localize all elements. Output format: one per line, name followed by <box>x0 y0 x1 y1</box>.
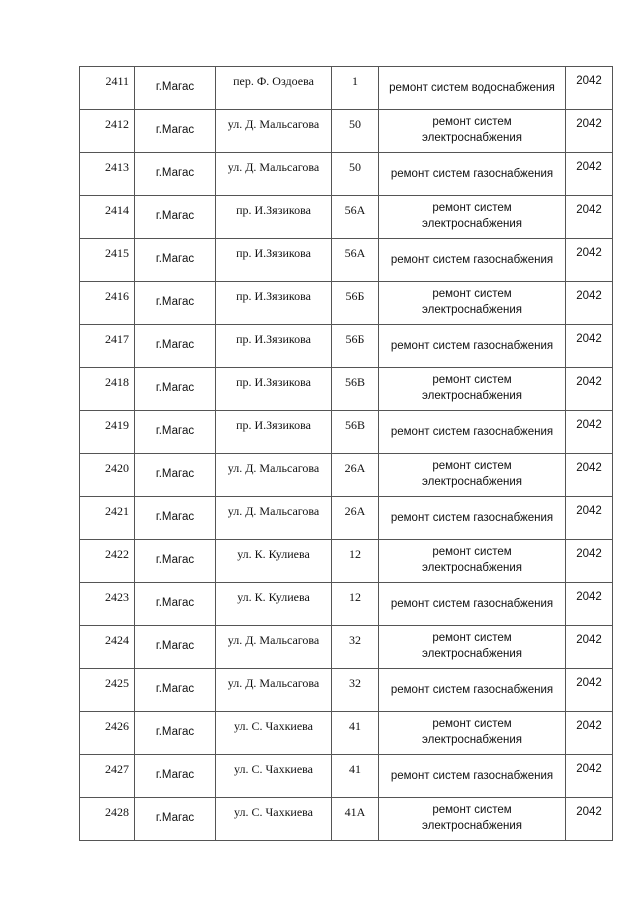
house-number: 41 <box>349 762 361 776</box>
table-row <box>80 153 613 196</box>
table-row <box>80 497 613 540</box>
house-number: 26А <box>344 461 366 475</box>
row-number: 2415 <box>105 246 129 260</box>
street-name: ул. С. Чахкиева <box>233 762 313 776</box>
street-cell <box>216 282 332 325</box>
year-cell <box>566 583 613 626</box>
row-number-cell <box>80 110 135 153</box>
city-name: г.Магас <box>155 339 195 351</box>
work-type: ремонт систем электроснабжения <box>422 546 522 574</box>
work-type: ремонт систем электроснабжения <box>422 288 522 316</box>
work-type-cell <box>379 325 566 368</box>
row-number-cell <box>80 411 135 454</box>
year-cell <box>566 368 613 411</box>
house-number: 26А <box>344 504 366 518</box>
work-type-cell <box>379 368 566 411</box>
planned-year: 2042 <box>576 204 602 216</box>
house-cell <box>332 626 379 669</box>
street-name: ул. С. Чахкиева <box>233 719 313 733</box>
work-type: ремонт систем электроснабжения <box>422 374 522 402</box>
city-cell <box>135 368 216 411</box>
city-cell <box>135 583 216 626</box>
house-cell <box>332 110 379 153</box>
planned-year: 2042 <box>576 591 602 603</box>
house-number: 56Б <box>345 332 365 346</box>
house-cell <box>332 239 379 282</box>
street-cell <box>216 669 332 712</box>
planned-year: 2042 <box>576 75 602 87</box>
row-number: 2414 <box>105 203 129 217</box>
planned-year: 2042 <box>576 247 602 259</box>
year-cell <box>566 755 613 798</box>
city-name: г.Магас <box>155 812 195 824</box>
street-name: пр. И.Зязикова <box>236 289 311 303</box>
house-cell <box>332 712 379 755</box>
house-cell <box>332 454 379 497</box>
planned-year: 2042 <box>576 677 602 689</box>
house-cell <box>332 153 379 196</box>
year-cell <box>566 411 613 454</box>
street-cell <box>216 411 332 454</box>
house-number: 12 <box>349 590 361 604</box>
planned-year: 2042 <box>576 118 602 130</box>
city-cell <box>135 626 216 669</box>
street-cell <box>216 196 332 239</box>
table-row <box>80 583 613 626</box>
row-number: 2416 <box>105 289 129 303</box>
table-row <box>80 669 613 712</box>
year-cell <box>566 712 613 755</box>
row-number: 2418 <box>105 375 129 389</box>
table-row <box>80 411 613 454</box>
row-number-cell <box>80 798 135 841</box>
row-number: 2420 <box>105 461 129 475</box>
street-cell <box>216 239 332 282</box>
city-cell <box>135 67 216 110</box>
work-type: ремонт систем водоснабжения <box>389 82 555 94</box>
year-cell <box>566 196 613 239</box>
row-number: 2424 <box>105 633 129 647</box>
work-type: ремонт систем электроснабжения <box>422 804 522 832</box>
house-number: 56В <box>344 418 365 432</box>
city-name: г.Магас <box>155 296 195 308</box>
row-number-cell <box>80 239 135 282</box>
city-cell <box>135 669 216 712</box>
city-cell <box>135 153 216 196</box>
street-name: ул. Д. Мальсагова <box>227 160 320 174</box>
year-cell <box>566 282 613 325</box>
work-type-cell <box>379 110 566 153</box>
house-cell <box>332 798 379 841</box>
row-number-cell <box>80 669 135 712</box>
year-cell <box>566 798 613 841</box>
street-cell <box>216 755 332 798</box>
city-name: г.Магас <box>155 425 195 437</box>
street-cell <box>216 712 332 755</box>
year-cell <box>566 110 613 153</box>
city-name: г.Магас <box>155 640 195 652</box>
row-number-cell <box>80 153 135 196</box>
work-type-cell <box>379 454 566 497</box>
table-row <box>80 239 613 282</box>
work-type: ремонт систем электроснабжения <box>422 632 522 660</box>
row-number-cell <box>80 67 135 110</box>
row-number-cell <box>80 540 135 583</box>
street-cell <box>216 583 332 626</box>
row-number: 2419 <box>105 418 129 432</box>
work-type: ремонт систем газоснабжения <box>390 598 554 610</box>
row-number: 2428 <box>105 805 129 819</box>
street-cell <box>216 798 332 841</box>
table-row <box>80 540 613 583</box>
row-number-cell <box>80 325 135 368</box>
row-number: 2412 <box>105 117 129 131</box>
house-number: 56А <box>344 246 366 260</box>
planned-year: 2042 <box>576 548 602 560</box>
planned-year: 2042 <box>576 161 602 173</box>
work-type: ремонт систем электроснабжения <box>422 718 522 746</box>
work-type-cell <box>379 540 566 583</box>
year-cell <box>566 239 613 282</box>
street-name: ул. Д. Мальсагова <box>227 633 320 647</box>
work-type-cell <box>379 583 566 626</box>
year-cell <box>566 153 613 196</box>
table-row <box>80 454 613 497</box>
city-cell <box>135 755 216 798</box>
table-row <box>80 325 613 368</box>
city-cell <box>135 239 216 282</box>
row-number: 2413 <box>105 160 129 174</box>
table-body <box>80 67 613 841</box>
year-cell <box>566 67 613 110</box>
planned-year: 2042 <box>576 634 602 646</box>
street-cell <box>216 497 332 540</box>
year-cell <box>566 540 613 583</box>
work-type-cell <box>379 626 566 669</box>
house-cell <box>332 325 379 368</box>
house-cell <box>332 368 379 411</box>
table-row <box>80 626 613 669</box>
street-cell <box>216 626 332 669</box>
city-cell <box>135 110 216 153</box>
house-cell <box>332 755 379 798</box>
row-number: 2425 <box>105 676 129 690</box>
street-name: ул. К. Кулиева <box>237 590 310 604</box>
row-number-cell <box>80 583 135 626</box>
street-cell <box>216 368 332 411</box>
street-name: ул. Д. Мальсагова <box>227 461 320 475</box>
city-name: г.Магас <box>155 597 195 609</box>
table-row <box>80 755 613 798</box>
planned-year: 2042 <box>576 419 602 431</box>
work-type: ремонт систем газоснабжения <box>390 254 554 266</box>
row-number-cell <box>80 712 135 755</box>
street-name: ул. К. Кулиева <box>237 547 310 561</box>
work-type-cell <box>379 239 566 282</box>
year-cell <box>566 325 613 368</box>
house-number: 56А <box>344 203 366 217</box>
street-cell <box>216 325 332 368</box>
city-name: г.Магас <box>155 210 195 222</box>
work-type: ремонт систем газоснабжения <box>390 426 554 438</box>
year-cell <box>566 454 613 497</box>
house-cell <box>332 411 379 454</box>
row-number-cell <box>80 626 135 669</box>
street-name: пр. И.Зязикова <box>236 375 311 389</box>
house-cell <box>332 196 379 239</box>
city-name: г.Магас <box>155 683 195 695</box>
city-cell <box>135 540 216 583</box>
work-type-cell <box>379 67 566 110</box>
work-type: ремонт систем электроснабжения <box>422 116 522 144</box>
row-number-cell <box>80 196 135 239</box>
row-number: 2422 <box>105 547 129 561</box>
street-name: пр. И.Зязикова <box>236 246 311 260</box>
street-cell <box>216 110 332 153</box>
planned-year: 2042 <box>576 290 602 302</box>
city-name: г.Магас <box>155 167 195 179</box>
work-type-cell <box>379 712 566 755</box>
street-cell <box>216 454 332 497</box>
row-number-cell <box>80 454 135 497</box>
work-type-cell <box>379 497 566 540</box>
city-name: г.Магас <box>155 253 195 265</box>
street-name: пр. И.Зязикова <box>236 203 311 217</box>
work-type: ремонт систем электроснабжения <box>422 460 522 488</box>
year-cell <box>566 669 613 712</box>
work-type-cell <box>379 798 566 841</box>
city-cell <box>135 282 216 325</box>
row-number: 2427 <box>105 762 129 776</box>
street-name: ул. Д. Мальсагова <box>227 504 320 518</box>
planned-year: 2042 <box>576 333 602 345</box>
city-name: г.Магас <box>155 81 195 93</box>
house-number: 50 <box>349 160 361 174</box>
house-number: 50 <box>349 117 361 131</box>
row-number: 2421 <box>105 504 129 518</box>
house-number: 56Б <box>345 289 365 303</box>
work-type: ремонт систем электроснабжения <box>422 202 522 230</box>
city-name: г.Магас <box>155 468 195 480</box>
planned-year: 2042 <box>576 763 602 775</box>
house-cell <box>332 540 379 583</box>
row-number: 2417 <box>105 332 129 346</box>
row-number-cell <box>80 282 135 325</box>
row-number: 2423 <box>105 590 129 604</box>
street-cell <box>216 153 332 196</box>
table-row <box>80 196 613 239</box>
planned-year: 2042 <box>576 376 602 388</box>
city-cell <box>135 712 216 755</box>
work-type-cell <box>379 411 566 454</box>
repair-schedule-table <box>79 66 613 841</box>
house-cell <box>332 497 379 540</box>
planned-year: 2042 <box>576 462 602 474</box>
work-type-cell <box>379 153 566 196</box>
city-name: г.Магас <box>155 726 195 738</box>
street-cell <box>216 67 332 110</box>
city-name: г.Магас <box>155 511 195 523</box>
city-cell <box>135 798 216 841</box>
street-name: пр. И.Зязикова <box>236 418 311 432</box>
work-type: ремонт систем газоснабжения <box>390 684 554 696</box>
work-type-cell <box>379 669 566 712</box>
street-name: ул. С. Чахкиева <box>233 805 313 819</box>
table-row <box>80 282 613 325</box>
house-number: 32 <box>349 633 361 647</box>
work-type: ремонт систем газоснабжения <box>390 340 554 352</box>
city-cell <box>135 454 216 497</box>
house-number: 41 <box>349 719 361 733</box>
row-number: 2411 <box>105 74 129 88</box>
house-number: 56В <box>344 375 365 389</box>
city-cell <box>135 325 216 368</box>
house-number: 41А <box>344 805 366 819</box>
house-cell <box>332 282 379 325</box>
table-row <box>80 67 613 110</box>
street-cell <box>216 540 332 583</box>
street-name: пр. И.Зязикова <box>236 332 311 346</box>
year-cell <box>566 497 613 540</box>
house-number: 1 <box>352 74 358 88</box>
work-type-cell <box>379 196 566 239</box>
city-name: г.Магас <box>155 124 195 136</box>
work-type: ремонт систем газоснабжения <box>390 512 554 524</box>
planned-year: 2042 <box>576 720 602 732</box>
planned-year: 2042 <box>576 806 602 818</box>
street-name: ул. Д. Мальсагова <box>227 676 320 690</box>
city-name: г.Магас <box>155 382 195 394</box>
house-cell <box>332 669 379 712</box>
row-number-cell <box>80 755 135 798</box>
house-cell <box>332 67 379 110</box>
city-name: г.Магас <box>155 554 195 566</box>
house-number: 32 <box>349 676 361 690</box>
house-number: 12 <box>349 547 361 561</box>
year-cell <box>566 626 613 669</box>
street-name: ул. Д. Мальсагова <box>227 117 320 131</box>
table-row <box>80 368 613 411</box>
row-number: 2426 <box>105 719 129 733</box>
city-cell <box>135 196 216 239</box>
table-row <box>80 712 613 755</box>
street-name: пер. Ф. Оздоева <box>233 74 314 88</box>
table-row <box>80 798 613 841</box>
house-cell <box>332 583 379 626</box>
city-name: г.Магас <box>155 769 195 781</box>
work-type: ремонт систем газоснабжения <box>390 770 554 782</box>
city-cell <box>135 497 216 540</box>
planned-year: 2042 <box>576 505 602 517</box>
work-type-cell <box>379 282 566 325</box>
city-cell <box>135 411 216 454</box>
row-number-cell <box>80 368 135 411</box>
work-type: ремонт систем газоснабжения <box>390 168 554 180</box>
work-type-cell <box>379 755 566 798</box>
row-number-cell <box>80 497 135 540</box>
table-row <box>80 110 613 153</box>
